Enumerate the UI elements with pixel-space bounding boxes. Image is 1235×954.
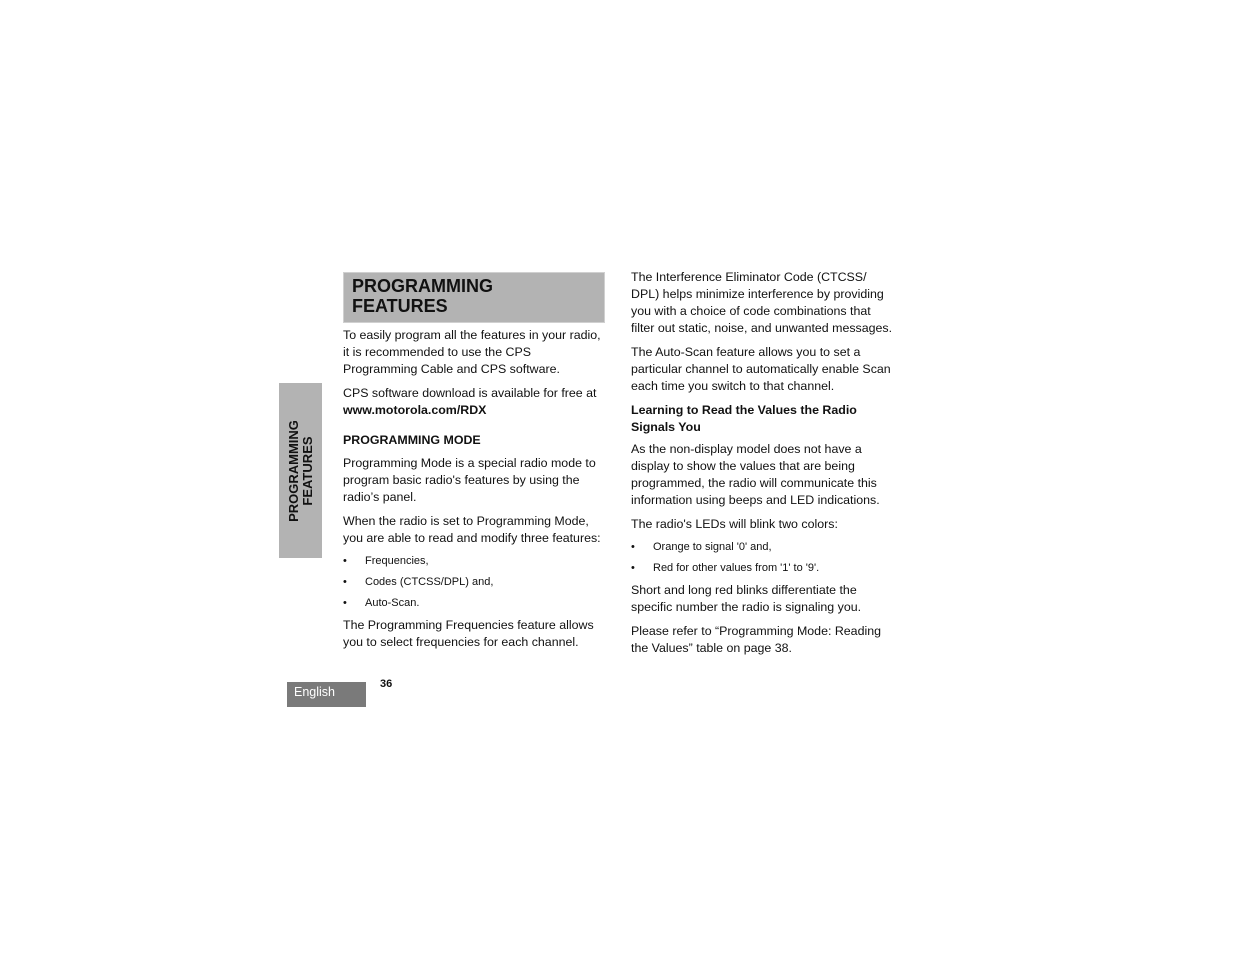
list-item: • Orange to signal '0' and,: [631, 541, 772, 553]
language-tab: English: [287, 682, 366, 707]
page-number: 36: [380, 678, 393, 690]
learning-heading: Learning to Read the Values the Radio Signals You: [631, 403, 857, 434]
colors-list: [631, 540, 893, 575]
interference-paragraph: The Interference Eliminator Code (CTCSS/ DPL) helps minimize interference by providing you with a choice of code combinations that filter out static, noise, and unwanted messages.: [631, 270, 893, 335]
nondisplay-paragraph: As the non-display model does not have a display to show the values that are being programmed, the radio will communicate this information using beeps and LED indications.: [631, 442, 880, 507]
left-column: [343, 272, 605, 658]
intro-paragraph: To easily program all the features in your radio, it is recommended to use the CPS Programming Cable and CPS software.: [343, 328, 601, 376]
side-tab-label: PROGRAMMING FEATURES: [285, 419, 315, 522]
blinks-paragraph: Short and long red blinks differentiate the specific number the radio is signaling you.: [631, 583, 862, 614]
list-item: • Codes (CTCSS/DPL) and,: [343, 576, 494, 588]
list-item: • Frequencies,: [343, 555, 429, 567]
list-item: • Auto-Scan.: [343, 597, 420, 609]
autoscan-paragraph: The Auto-Scan feature allows you to set a particular channel to automatically enable Scan each time you switch to that channel.: [631, 345, 891, 393]
refer-paragraph: Please refer to “Programming Mode: Reading the Values” table on page 38.: [631, 624, 881, 655]
download-paragraph: CPS software download is available for free at www.motorola.com/RDX: [343, 385, 605, 419]
list-item: • Red for other values from '1' to '9'.: [631, 562, 820, 574]
leds-intro-paragraph: The radio's LEDs will blink two colors:: [631, 517, 838, 531]
features-list: [343, 554, 605, 610]
section-title: PROGRAMMING FEATURES: [343, 272, 605, 323]
frequencies-paragraph: The Programming Frequencies feature allows you to select frequencies for each channel.: [343, 618, 594, 649]
right-column: [631, 269, 893, 664]
mode-set-paragraph: When the radio is set to Programming Mode, you are able to read and modify three features:: [343, 514, 601, 545]
programming-mode-heading: PROGRAMMING MODE: [343, 433, 481, 447]
download-url: www.motorola.com/RDX: [343, 403, 487, 417]
mode-description: Programming Mode is a special radio mode to program basic radio's features by using the radio’s panel.: [343, 456, 596, 504]
side-section-tab: [279, 383, 322, 558]
